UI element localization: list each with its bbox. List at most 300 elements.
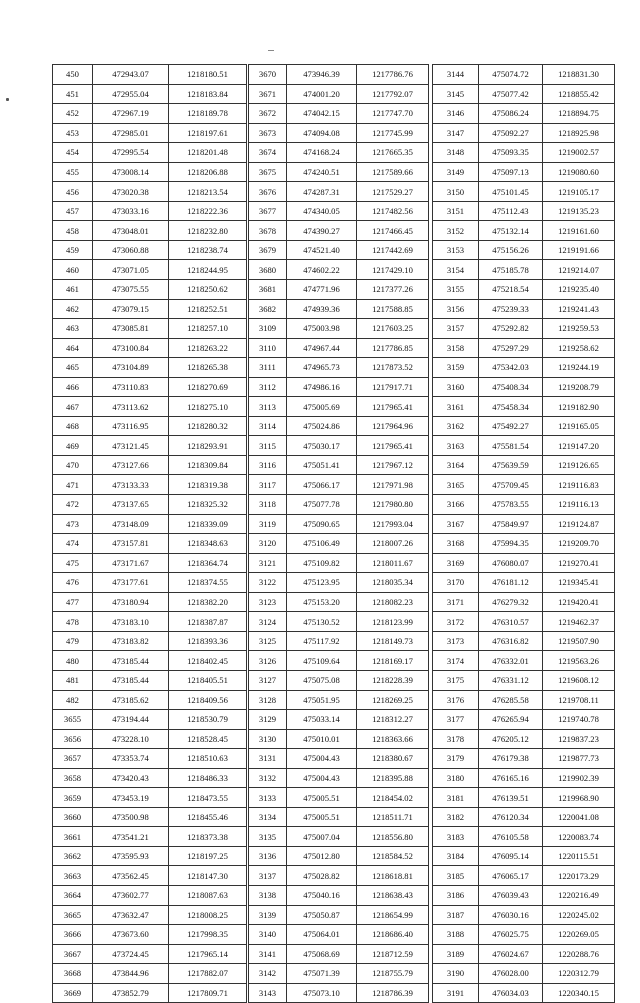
- point-number-cell: 3664: [53, 885, 93, 905]
- table-row: [53, 495, 247, 515]
- x-coordinate-cell: 473673.60: [93, 925, 169, 945]
- y-coordinate-cell: 1218270.69: [169, 377, 247, 397]
- table-row: [53, 964, 247, 984]
- point-number-cell: 3680: [249, 260, 287, 280]
- x-coordinate-cell: 473177.61: [93, 573, 169, 593]
- x-coordinate-cell: 475783.55: [479, 495, 543, 515]
- y-coordinate-cell: 1219208.79: [543, 377, 615, 397]
- y-coordinate-cell: 1218712.59: [357, 944, 429, 964]
- y-coordinate-cell: 1219902.39: [543, 768, 615, 788]
- x-coordinate-cell: 475040.16: [287, 885, 357, 905]
- y-coordinate-cell: 1218244.95: [169, 260, 247, 280]
- x-coordinate-cell: 476332.01: [479, 651, 543, 671]
- table-row: [433, 670, 615, 690]
- y-coordinate-cell: 1219135.23: [543, 201, 615, 221]
- y-coordinate-cell: 1218925.98: [543, 123, 615, 143]
- table-row: [249, 710, 429, 730]
- table-row: [249, 885, 429, 905]
- point-number-cell: 3185: [433, 866, 479, 886]
- table-row: [53, 807, 247, 827]
- point-number-cell: 482: [53, 690, 93, 710]
- table-row: [249, 749, 429, 769]
- table-row: [53, 905, 247, 925]
- point-number-cell: 472: [53, 495, 93, 515]
- x-coordinate-cell: 475408.34: [479, 377, 543, 397]
- point-number-cell: 471: [53, 475, 93, 495]
- x-coordinate-cell: 473453.19: [93, 788, 169, 808]
- table-row: [433, 885, 615, 905]
- x-coordinate-cell: 476179.38: [479, 749, 543, 769]
- x-coordinate-cell: 474001.20: [287, 84, 357, 104]
- table-row: [249, 983, 429, 1003]
- y-coordinate-cell: 1219462.37: [543, 612, 615, 632]
- x-coordinate-cell: 476181.12: [479, 573, 543, 593]
- y-coordinate-cell: 1218638.43: [357, 885, 429, 905]
- y-coordinate-cell: 1218222.36: [169, 201, 247, 221]
- point-number-cell: 3150: [433, 182, 479, 202]
- table-row: [249, 65, 429, 85]
- x-coordinate-cell: 475064.01: [287, 925, 357, 945]
- point-number-cell: 3154: [433, 260, 479, 280]
- y-coordinate-cell: 1218364.74: [169, 553, 247, 573]
- table-row: [249, 553, 429, 573]
- point-number-cell: 3161: [433, 397, 479, 417]
- x-coordinate-cell: 476139.51: [479, 788, 543, 808]
- table-row: [433, 573, 615, 593]
- point-number-cell: 453: [53, 123, 93, 143]
- table-row: [433, 455, 615, 475]
- y-coordinate-cell: 1218252.51: [169, 299, 247, 319]
- point-number-cell: 3670: [249, 65, 287, 85]
- point-number-cell: 3159: [433, 358, 479, 378]
- point-number-cell: 465: [53, 358, 93, 378]
- point-number-cell: 452: [53, 104, 93, 124]
- y-coordinate-cell: 1218393.36: [169, 631, 247, 651]
- point-number-cell: 3144: [433, 65, 479, 85]
- point-number-cell: 3667: [53, 944, 93, 964]
- table-row: [249, 397, 429, 417]
- table-row: [53, 690, 247, 710]
- y-coordinate-cell: 1218786.39: [357, 983, 429, 1003]
- point-number-cell: 3668: [53, 964, 93, 984]
- table-row: [433, 201, 615, 221]
- y-coordinate-cell: 1218257.10: [169, 319, 247, 339]
- table-row: [53, 221, 247, 241]
- point-number-cell: 3162: [433, 416, 479, 436]
- y-coordinate-cell: 1217442.69: [357, 240, 429, 260]
- y-coordinate-cell: 1219116.13: [543, 495, 615, 515]
- table-row: [249, 416, 429, 436]
- y-coordinate-cell: 1219345.41: [543, 573, 615, 593]
- x-coordinate-cell: 474965.73: [287, 358, 357, 378]
- y-coordinate-cell: 1218363.66: [357, 729, 429, 749]
- table-row: [53, 827, 247, 847]
- y-coordinate-cell: 1217588.85: [357, 299, 429, 319]
- x-coordinate-cell: 475028.82: [287, 866, 357, 886]
- point-number-cell: 3659: [53, 788, 93, 808]
- table-row: [53, 299, 247, 319]
- y-coordinate-cell: 1218387.87: [169, 612, 247, 632]
- y-coordinate-cell: 1219105.17: [543, 182, 615, 202]
- x-coordinate-cell: 473008.14: [93, 162, 169, 182]
- y-coordinate-cell: 1217745.99: [357, 123, 429, 143]
- x-coordinate-cell: 476034.03: [479, 983, 543, 1003]
- table-row: [53, 123, 247, 143]
- y-coordinate-cell: 1218265.38: [169, 358, 247, 378]
- x-coordinate-cell: 475218.54: [479, 280, 543, 300]
- x-coordinate-cell: 475090.65: [287, 514, 357, 534]
- x-coordinate-cell: 473500.98: [93, 807, 169, 827]
- x-coordinate-cell: 475239.33: [479, 299, 543, 319]
- point-number-cell: 3157: [433, 319, 479, 339]
- y-coordinate-cell: 1219214.07: [543, 260, 615, 280]
- y-coordinate-cell: 1219420.41: [543, 592, 615, 612]
- x-coordinate-cell: 475106.49: [287, 534, 357, 554]
- y-coordinate-cell: 1218250.62: [169, 280, 247, 300]
- point-number-cell: 3180: [433, 768, 479, 788]
- point-number-cell: 3133: [249, 788, 287, 808]
- x-coordinate-cell: 475071.39: [287, 964, 357, 984]
- point-number-cell: 455: [53, 162, 93, 182]
- x-coordinate-cell: 475050.87: [287, 905, 357, 925]
- point-number-cell: 3189: [433, 944, 479, 964]
- point-number-cell: 480: [53, 651, 93, 671]
- x-coordinate-cell: 474602.22: [287, 260, 357, 280]
- y-coordinate-cell: 1220216.49: [543, 885, 615, 905]
- x-coordinate-cell: 473353.74: [93, 749, 169, 769]
- y-coordinate-cell: 1219241.43: [543, 299, 615, 319]
- point-number-cell: 459: [53, 240, 93, 260]
- x-coordinate-cell: 473946.39: [287, 65, 357, 85]
- y-coordinate-cell: 1219507.90: [543, 631, 615, 651]
- table-row: [249, 260, 429, 280]
- table-row: [433, 221, 615, 241]
- x-coordinate-cell: 475010.01: [287, 729, 357, 749]
- table-row: [53, 416, 247, 436]
- x-coordinate-cell: 473048.01: [93, 221, 169, 241]
- point-number-cell: 3191: [433, 983, 479, 1003]
- x-coordinate-cell: 476310.57: [479, 612, 543, 632]
- point-number-cell: 3169: [433, 553, 479, 573]
- point-number-cell: 3657: [53, 749, 93, 769]
- point-number-cell: 3117: [249, 475, 287, 495]
- table-row: [433, 358, 615, 378]
- point-number-cell: 3111: [249, 358, 287, 378]
- y-coordinate-cell: 1217971.98: [357, 475, 429, 495]
- x-coordinate-cell: 475075.08: [287, 670, 357, 690]
- table-row: [53, 377, 247, 397]
- coordinate-table-right: [432, 64, 615, 1003]
- point-number-cell: 477: [53, 592, 93, 612]
- point-number-cell: 3149: [433, 162, 479, 182]
- table-row: [249, 690, 429, 710]
- coordinate-table-left: [52, 64, 247, 1003]
- table-row: [249, 592, 429, 612]
- point-number-cell: 469: [53, 436, 93, 456]
- point-number-cell: 3655: [53, 710, 93, 730]
- x-coordinate-cell: 475342.03: [479, 358, 543, 378]
- point-number-cell: 3142: [249, 964, 287, 984]
- table-row: [249, 299, 429, 319]
- y-coordinate-cell: 1218473.55: [169, 788, 247, 808]
- point-number-cell: 3148: [433, 143, 479, 163]
- table-row: [249, 319, 429, 339]
- y-coordinate-cell: 1218486.33: [169, 768, 247, 788]
- table-row: [53, 201, 247, 221]
- table-row: [249, 964, 429, 984]
- x-coordinate-cell: 475093.35: [479, 143, 543, 163]
- table-row: [53, 104, 247, 124]
- point-number-cell: 3173: [433, 631, 479, 651]
- y-coordinate-cell: 1219002.57: [543, 143, 615, 163]
- table-row: [53, 866, 247, 886]
- point-number-cell: 456: [53, 182, 93, 202]
- y-coordinate-cell: 1219259.53: [543, 319, 615, 339]
- table-row: [433, 182, 615, 202]
- y-coordinate-cell: 1218147.30: [169, 866, 247, 886]
- x-coordinate-cell: 475033.14: [287, 710, 357, 730]
- y-coordinate-cell: 1217792.07: [357, 84, 429, 104]
- x-coordinate-cell: 475156.26: [479, 240, 543, 260]
- point-number-cell: 3176: [433, 690, 479, 710]
- y-coordinate-cell: 1218008.25: [169, 905, 247, 925]
- y-coordinate-cell: 1218201.48: [169, 143, 247, 163]
- table-row: [53, 592, 247, 612]
- x-coordinate-cell: 476030.16: [479, 905, 543, 925]
- point-number-cell: 3143: [249, 983, 287, 1003]
- table-row: [53, 612, 247, 632]
- table-row: [433, 240, 615, 260]
- y-coordinate-cell: 1219608.12: [543, 670, 615, 690]
- y-coordinate-cell: 1218238.74: [169, 240, 247, 260]
- table-row: [53, 338, 247, 358]
- table-row: [53, 983, 247, 1003]
- point-number-cell: 3167: [433, 514, 479, 534]
- point-number-cell: 3126: [249, 651, 287, 671]
- table-row: [433, 553, 615, 573]
- y-coordinate-cell: 1219147.20: [543, 436, 615, 456]
- y-coordinate-cell: 1219968.90: [543, 788, 615, 808]
- y-coordinate-cell: 1218309.84: [169, 455, 247, 475]
- table-row: [53, 84, 247, 104]
- x-coordinate-cell: 475077.42: [479, 84, 543, 104]
- x-coordinate-cell: 472955.04: [93, 84, 169, 104]
- y-coordinate-cell: 1218087.63: [169, 885, 247, 905]
- x-coordinate-cell: 475994.35: [479, 534, 543, 554]
- table-row: [53, 788, 247, 808]
- point-number-cell: 467: [53, 397, 93, 417]
- point-number-cell: 3153: [433, 240, 479, 260]
- table-row: [249, 846, 429, 866]
- x-coordinate-cell: 473180.94: [93, 592, 169, 612]
- y-coordinate-cell: 1219124.87: [543, 514, 615, 534]
- table-row: [249, 631, 429, 651]
- table-row: [249, 788, 429, 808]
- x-coordinate-cell: 473632.47: [93, 905, 169, 925]
- x-coordinate-cell: 476025.75: [479, 925, 543, 945]
- point-number-cell: 3174: [433, 651, 479, 671]
- y-coordinate-cell: 1217993.04: [357, 514, 429, 534]
- x-coordinate-cell: 474240.51: [287, 162, 357, 182]
- table-row: [433, 319, 615, 339]
- table-row: [433, 475, 615, 495]
- point-number-cell: 3656: [53, 729, 93, 749]
- point-number-cell: 3671: [249, 84, 287, 104]
- table-row: [433, 123, 615, 143]
- x-coordinate-cell: 475709.45: [479, 475, 543, 495]
- table-row: [249, 221, 429, 241]
- table-row: [433, 397, 615, 417]
- point-number-cell: 468: [53, 416, 93, 436]
- x-coordinate-cell: 473127.66: [93, 455, 169, 475]
- point-number-cell: 3178: [433, 729, 479, 749]
- x-coordinate-cell: 475109.82: [287, 553, 357, 573]
- point-number-cell: 481: [53, 670, 93, 690]
- x-coordinate-cell: 475004.43: [287, 768, 357, 788]
- point-number-cell: 3658: [53, 768, 93, 788]
- point-number-cell: 3179: [433, 749, 479, 769]
- table-row: [249, 866, 429, 886]
- y-coordinate-cell: 1219116.83: [543, 475, 615, 495]
- point-number-cell: 3172: [433, 612, 479, 632]
- x-coordinate-cell: 475012.80: [287, 846, 357, 866]
- table-row: [433, 807, 615, 827]
- x-coordinate-cell: 475051.41: [287, 455, 357, 475]
- x-coordinate-cell: 473104.89: [93, 358, 169, 378]
- table-row: [249, 573, 429, 593]
- point-number-cell: 3121: [249, 553, 287, 573]
- table-row: [53, 240, 247, 260]
- x-coordinate-cell: 476039.43: [479, 885, 543, 905]
- y-coordinate-cell: 1220340.15: [543, 983, 615, 1003]
- x-coordinate-cell: 475097.13: [479, 162, 543, 182]
- point-number-cell: 3160: [433, 377, 479, 397]
- x-coordinate-cell: 473844.96: [93, 964, 169, 984]
- table-row: [249, 827, 429, 847]
- table-row: [433, 514, 615, 534]
- y-coordinate-cell: 1218455.46: [169, 807, 247, 827]
- y-coordinate-cell: 1218197.25: [169, 846, 247, 866]
- y-coordinate-cell: 1218319.38: [169, 475, 247, 495]
- table-row: [433, 65, 615, 85]
- x-coordinate-cell: 474168.24: [287, 143, 357, 163]
- point-number-cell: 3190: [433, 964, 479, 984]
- x-coordinate-cell: 473420.43: [93, 768, 169, 788]
- table-row: [433, 612, 615, 632]
- point-number-cell: 3128: [249, 690, 287, 710]
- y-coordinate-cell: 1218511.71: [357, 807, 429, 827]
- table-row: [433, 260, 615, 280]
- table-row: [249, 182, 429, 202]
- y-coordinate-cell: 1218180.51: [169, 65, 247, 85]
- table-row: [433, 377, 615, 397]
- table-row: [249, 358, 429, 378]
- point-number-cell: 3109: [249, 319, 287, 339]
- y-coordinate-cell: 1218197.61: [169, 123, 247, 143]
- table-row: [53, 573, 247, 593]
- table-row: [433, 710, 615, 730]
- point-number-cell: 470: [53, 455, 93, 475]
- point-number-cell: 3113: [249, 397, 287, 417]
- x-coordinate-cell: 475101.45: [479, 182, 543, 202]
- table-row: [249, 201, 429, 221]
- x-coordinate-cell: 473595.93: [93, 846, 169, 866]
- table-row: [433, 143, 615, 163]
- x-coordinate-cell: 472967.19: [93, 104, 169, 124]
- y-coordinate-cell: 1220288.76: [543, 944, 615, 964]
- y-coordinate-cell: 1219126.65: [543, 455, 615, 475]
- table-row: [249, 84, 429, 104]
- table-row: [249, 670, 429, 690]
- table-row: [249, 240, 429, 260]
- point-number-cell: 3666: [53, 925, 93, 945]
- y-coordinate-cell: 1217529.27: [357, 182, 429, 202]
- y-coordinate-cell: 1219258.62: [543, 338, 615, 358]
- point-number-cell: 466: [53, 377, 93, 397]
- point-number-cell: 3123: [249, 592, 287, 612]
- x-coordinate-cell: 473157.81: [93, 534, 169, 554]
- y-coordinate-cell: 1218011.67: [357, 553, 429, 573]
- point-number-cell: 476: [53, 573, 93, 593]
- table-row: [249, 495, 429, 515]
- y-coordinate-cell: 1218380.67: [357, 749, 429, 769]
- point-number-cell: 3125: [249, 631, 287, 651]
- table-row: [53, 944, 247, 964]
- table-row: [433, 944, 615, 964]
- point-number-cell: 3171: [433, 592, 479, 612]
- x-coordinate-cell: 475849.97: [479, 514, 543, 534]
- point-number-cell: 3120: [249, 534, 287, 554]
- point-number-cell: 3183: [433, 827, 479, 847]
- y-coordinate-cell: 1219191.66: [543, 240, 615, 260]
- table-row: [433, 436, 615, 456]
- x-coordinate-cell: 475005.51: [287, 807, 357, 827]
- table-row: [249, 905, 429, 925]
- y-coordinate-cell: 1218409.56: [169, 690, 247, 710]
- point-number-cell: 460: [53, 260, 93, 280]
- y-coordinate-cell: 1218454.02: [357, 788, 429, 808]
- table-row: [433, 925, 615, 945]
- point-number-cell: 3152: [433, 221, 479, 241]
- table-row: [53, 631, 247, 651]
- point-number-cell: 462: [53, 299, 93, 319]
- y-coordinate-cell: 1217429.10: [357, 260, 429, 280]
- table-row: [249, 475, 429, 495]
- point-number-cell: 3139: [249, 905, 287, 925]
- y-coordinate-cell: 1218035.34: [357, 573, 429, 593]
- y-coordinate-cell: 1218348.63: [169, 534, 247, 554]
- y-coordinate-cell: 1218269.25: [357, 690, 429, 710]
- y-coordinate-cell: 1218686.40: [357, 925, 429, 945]
- y-coordinate-cell: 1219235.40: [543, 280, 615, 300]
- x-coordinate-cell: 475639.59: [479, 455, 543, 475]
- y-coordinate-cell: 1218263.22: [169, 338, 247, 358]
- y-coordinate-cell: 1217466.45: [357, 221, 429, 241]
- point-number-cell: 3116: [249, 455, 287, 475]
- y-coordinate-cell: 1218183.84: [169, 84, 247, 104]
- table-row: [53, 514, 247, 534]
- table-row: [53, 553, 247, 573]
- x-coordinate-cell: 476165.16: [479, 768, 543, 788]
- x-coordinate-cell: 475130.52: [287, 612, 357, 632]
- table-row: [53, 162, 247, 182]
- x-coordinate-cell: 475003.98: [287, 319, 357, 339]
- x-coordinate-cell: 476024.67: [479, 944, 543, 964]
- point-number-cell: 3681: [249, 280, 287, 300]
- table-row: [249, 729, 429, 749]
- point-number-cell: 3675: [249, 162, 287, 182]
- x-coordinate-cell: 475077.78: [287, 495, 357, 515]
